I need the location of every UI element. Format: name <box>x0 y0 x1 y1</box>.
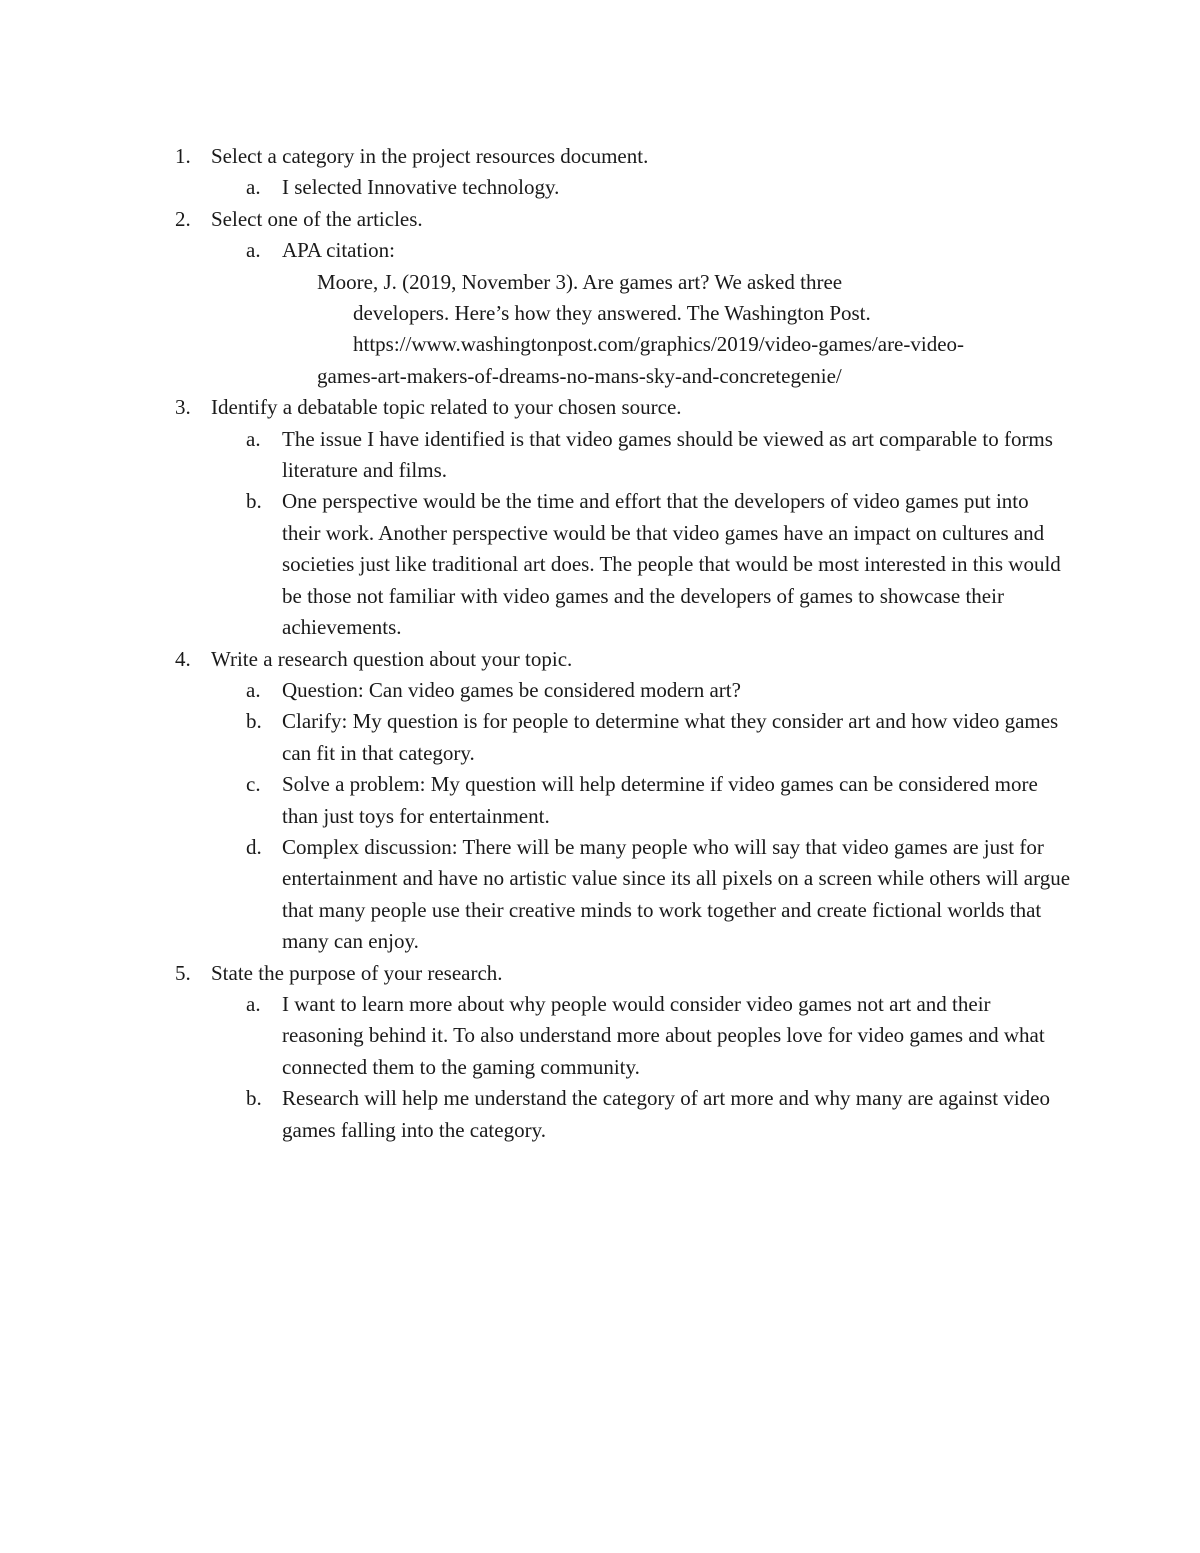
sub-item-4c <box>0 769 1200 832</box>
list-item-3 <box>0 392 1200 423</box>
sub-item-text: Complex discussion: There will be many people who will say that video games are just for entertainment and have no artistic value since its all pixels on a screen while others will argue that many people use their creative minds to work together and create fictional worlds that many can enjoy. <box>282 834 1071 954</box>
list-item-text: Write a research question about your topic. <box>211 646 573 671</box>
citation-line: Moore, J. (2019, November 3). Are games art? We asked three <box>317 269 843 294</box>
sub-item-4b <box>0 706 1200 769</box>
list-item-text: State the purpose of your research. <box>211 960 503 985</box>
sub-item-5a <box>0 989 1200 1083</box>
list-number: 2. <box>175 206 191 231</box>
list-item-text: Select a category in the project resources document. <box>211 144 649 168</box>
sub-item-3a <box>0 424 1200 487</box>
sub-letter: a. <box>246 991 261 1016</box>
citation-line: developers. Here’s how they answered. The Washington Post. <box>353 301 871 326</box>
list-number: 3. <box>175 395 191 420</box>
list-item-text: Identify a debatable topic related to your chosen source. <box>211 395 682 420</box>
sub-letter: b. <box>246 709 262 734</box>
sub-letter: d. <box>246 834 262 859</box>
sub-letter: a. <box>246 238 261 263</box>
list-item-4 <box>0 644 1200 675</box>
sub-item-5b <box>0 1083 1200 1146</box>
sub-item-text: Clarify: My question is for people to determine what they consider art and how video games can fit in that category. <box>282 709 1059 765</box>
sub-item-text: Research will help me understand the category of art more and why many are against video games falling into the category. <box>282 1086 1050 1142</box>
sub-item-3b <box>0 486 1200 643</box>
sub-letter: b. <box>246 489 262 514</box>
sub-letter: c. <box>246 772 261 797</box>
sub-item-text: I want to learn more about why people would consider video games not art and their reasoning behind it. To also understand more about peoples love for video games and what connected them to the gaming community. <box>282 991 1045 1079</box>
sub-item-4d <box>0 832 1200 958</box>
list-item-5 <box>0 958 1200 989</box>
sub-item-text: I selected Innovative technology. <box>282 175 560 200</box>
list-number: 4. <box>175 646 191 671</box>
sub-item-1a <box>0 172 1200 203</box>
sub-letter: a. <box>246 175 261 200</box>
sub-item-4a <box>0 675 1200 706</box>
document-body <box>0 141 1200 1146</box>
list-number: 1. <box>175 144 191 168</box>
sub-letter: a. <box>246 426 261 451</box>
sub-item-text: Solve a problem: My question will help determine if video games can be considered more than just toys for entertainment. <box>282 772 1038 828</box>
sub-letter: a. <box>246 677 261 702</box>
list-number: 5. <box>175 960 191 985</box>
apa-citation <box>317 267 1057 393</box>
list-item-text: Select one of the articles. <box>211 206 423 231</box>
citation-url-line: https://www.washingtonpost.com/graphics/2019/video-games/are-video- <box>353 332 965 357</box>
list-item-1 <box>0 141 1200 172</box>
sub-letter: b. <box>246 1086 262 1111</box>
sub-item-text: APA citation: <box>282 238 395 263</box>
citation-url-line: games-art-makers-of-dreams-no-mans-sky-and-concretegenie/ <box>317 363 842 388</box>
sub-item-2a <box>0 235 1200 266</box>
sub-item-text: Question: Can video games be considered modern art? <box>282 677 741 702</box>
sub-item-text: The issue I have identified is that video games should be viewed as art comparable to forms literature and films. <box>282 426 1053 483</box>
list-item-2 <box>0 204 1200 235</box>
sub-item-text: One perspective would be the time and effort that the developers of video games put into their work. Another perspective would be that video games have an impact on cultures and societies just like traditional art does. The people that would be most interested in this would be those not familiar with video games and the developers of games to showcase their achievements. <box>282 489 1061 640</box>
